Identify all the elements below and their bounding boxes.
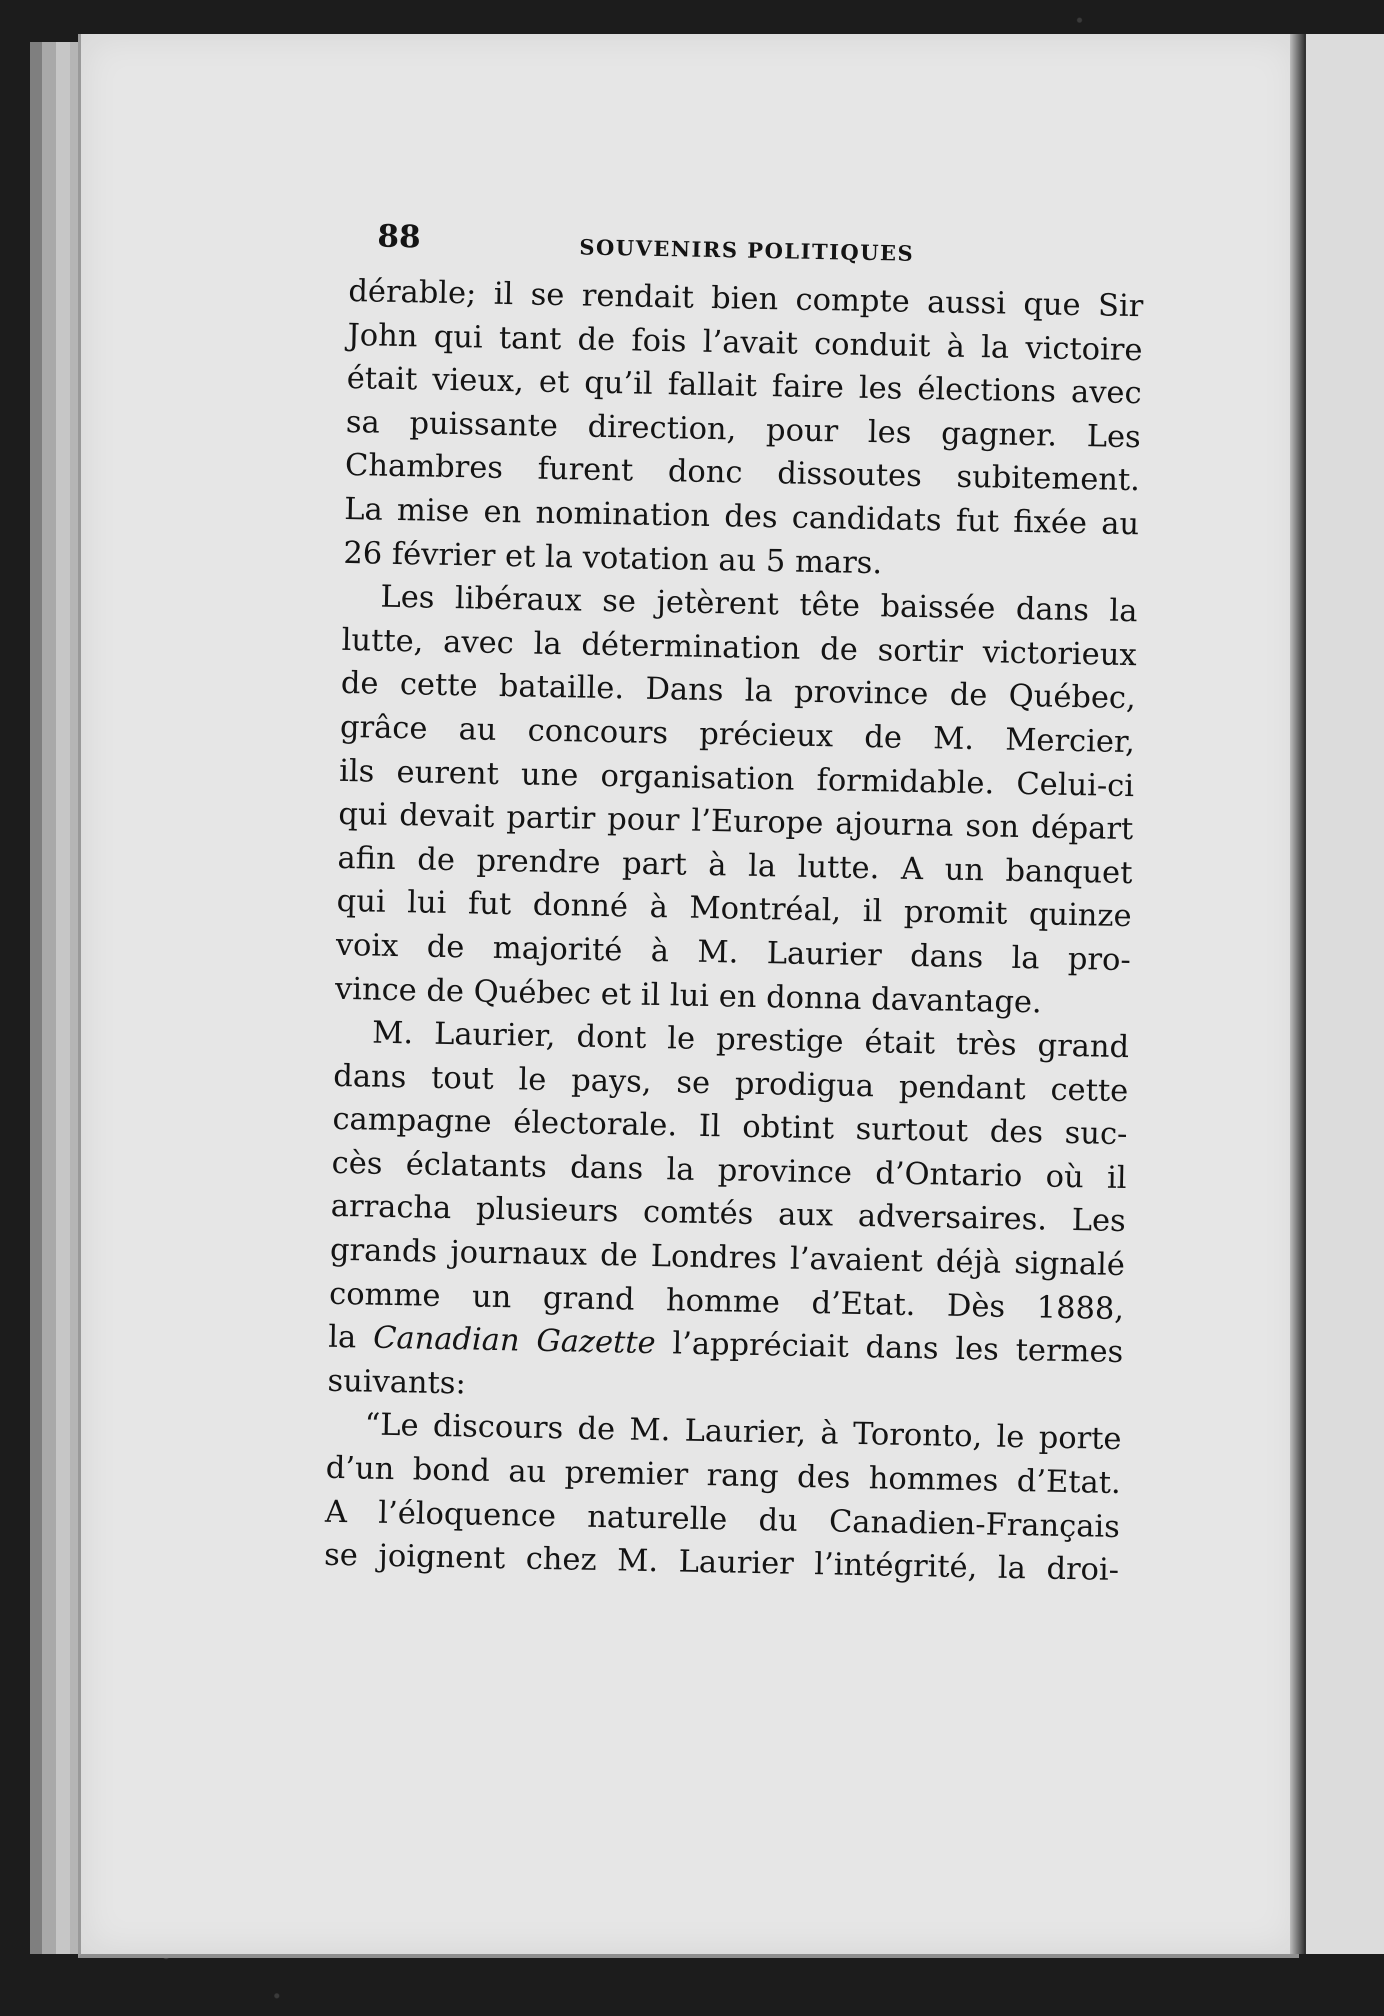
text-span: la: [328, 1320, 374, 1356]
text-line: qui lui fut donné à Montréal, il promit quinze: [336, 884, 1132, 935]
text-line: dérable; il se rendait bien compte aussi que Sir: [348, 273, 1144, 325]
text-line: La mise en nomination des candidats fut fixée au: [343, 491, 1140, 543]
paragraph-4: [324, 1403, 1122, 1593]
book-gutter: [1290, 34, 1304, 1954]
text-line: qui devait partir pour l’Europe ajourna son départ: [338, 797, 1134, 848]
text-line: d’un bond au premier rang des hommes d’Etat.: [325, 1450, 1122, 1502]
page-text-block: [324, 210, 1145, 1593]
text-line: se joignent chez M. Laurier l’intégrité, la droi-: [323, 1537, 1120, 1589]
text-line: grands journaux de Londres l’avaient déjà signalé: [329, 1232, 1126, 1284]
italic-title: Canadian Gazette: [372, 1320, 656, 1362]
paragraph-1: [343, 270, 1144, 590]
text-line: lutte, avec la détermination de sortir victorieux: [341, 622, 1137, 673]
running-head-title: SOUVENIRS POLITIQUES: [579, 234, 915, 266]
text-line: comme un grand homme d’Etat. Dès 1888,: [328, 1276, 1125, 1327]
text-line: de cette bataille. Dans la province de Québec,: [340, 666, 1137, 717]
text-line: ils eurent une organisation formidable. Celui-ci: [338, 753, 1135, 804]
paragraph-2: [335, 575, 1138, 1026]
text-line: Les libéraux se jetèrent tête baissée dans la: [380, 579, 1138, 630]
page-number: 88: [377, 218, 421, 256]
text-line: campagne électorale. Il obtint surtout des suc-: [332, 1102, 1128, 1153]
text-line: A l’éloquence naturelle du Canadien-Français: [324, 1494, 1121, 1545]
paragraph-3: [327, 1011, 1129, 1419]
text-line: afin de prendre part à la lutte. A un banquet: [337, 840, 1133, 891]
text-line: John qui tant de fois l’avait conduit à la victoire: [347, 317, 1143, 368]
text-line: arracha plusieurs comtés aux adversaires. Les: [330, 1189, 1127, 1240]
text-line: cès éclatants dans la province d’Ontario où il: [331, 1145, 1127, 1196]
text-line: “Le discours de M. Laurier, à Toronto, le porte: [364, 1407, 1122, 1458]
text-line: vince de Québec et il lui en donna davantage.: [334, 971, 1043, 1020]
facing-page-edge: [1304, 34, 1384, 1954]
text-line: dans tout le pays, se prodigua pendant cette: [333, 1058, 1129, 1109]
text-line: M. Laurier, dont le prestige était très grand: [371, 1015, 1130, 1066]
text-line: était vieux, et qu’il fallait faire les élections avec: [346, 361, 1142, 412]
text-line: grâce au concours précieux de M. Mercier,: [339, 709, 1136, 761]
text-line: Chambres furent donc dissoutes subitement.: [344, 448, 1141, 499]
text-span: l’appréciait dans les termes: [655, 1326, 1124, 1371]
text-line: suivants:: [327, 1363, 467, 1402]
text-line: 26 février et la votation au 5 mars.: [343, 535, 883, 581]
text-line: sa puissante direction, pour les gagner. Les: [345, 404, 1142, 456]
text-line: voix de majorité à M. Laurier dans la pro-: [335, 927, 1132, 979]
